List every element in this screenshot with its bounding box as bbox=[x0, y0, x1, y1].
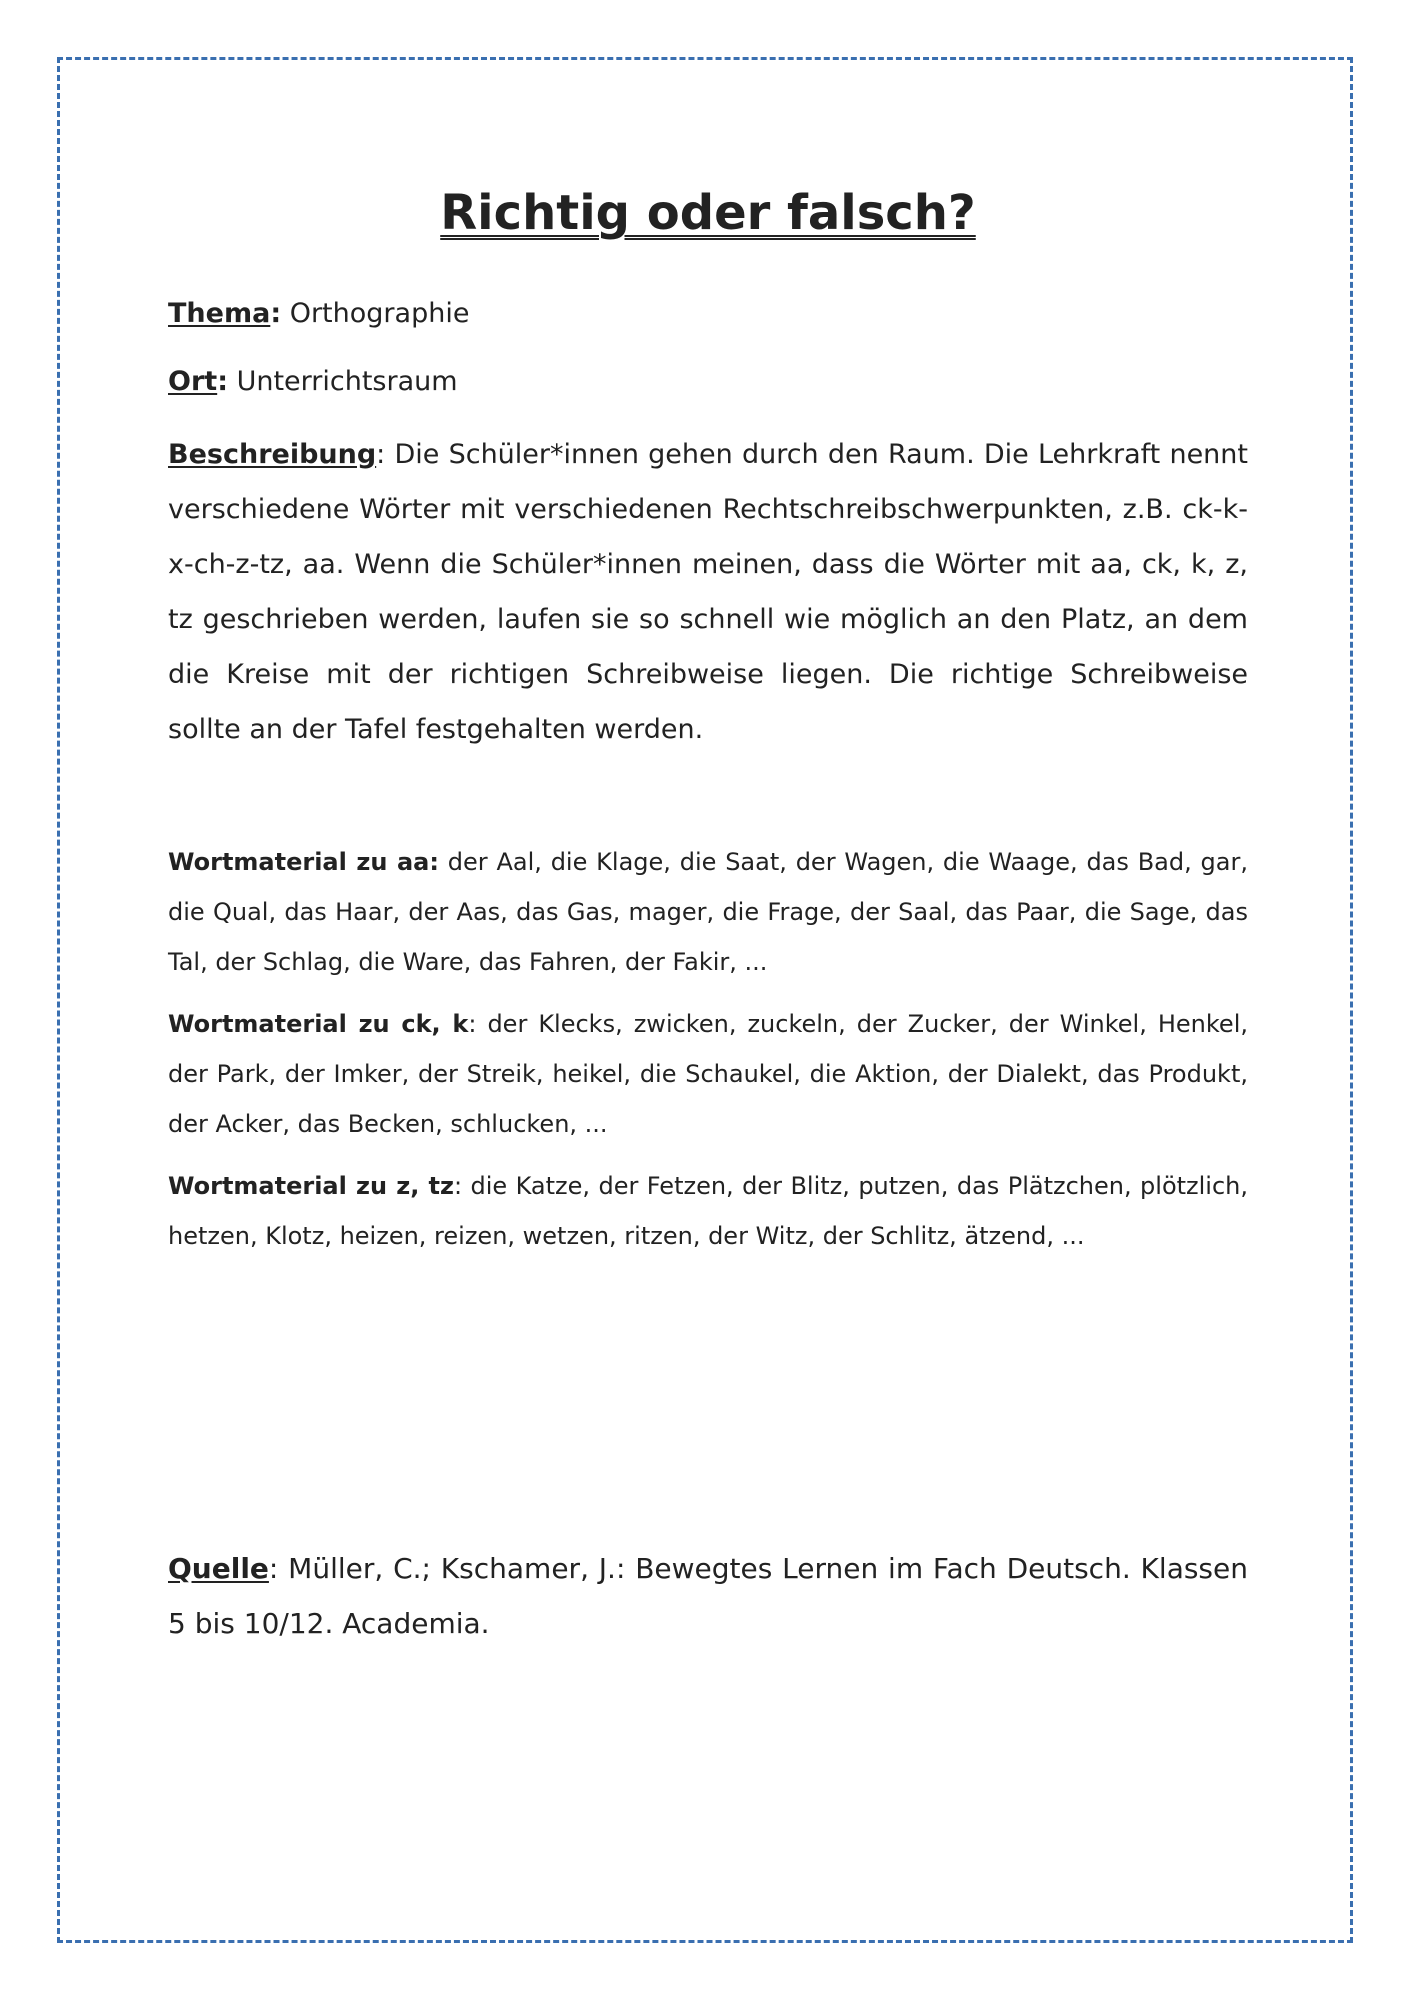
thema-colon: : bbox=[270, 297, 282, 329]
ort-label: Ort bbox=[168, 366, 218, 398]
page-title bbox=[168, 185, 1248, 243]
thema-value: Orthographie bbox=[281, 297, 470, 329]
quelle-text: : Müller, C.; Kschamer, J.: Bewegtes Lernen im Fach Deutsch. Klassen 5 bis 10/12. Academia. bbox=[168, 1551, 1248, 1640]
wortmaterial-z-tz bbox=[168, 1161, 1248, 1261]
quelle-label: Quelle bbox=[168, 1551, 269, 1585]
page-title-text: Richtig oder falsch? bbox=[440, 185, 976, 241]
worksheet-content bbox=[168, 185, 1248, 1679]
wortmaterial-z-tz-text: : die Katze, der Fetzen, der Blitz, putzen, das Plätzchen, plötzlich, hetzen, Klotz, heizen, reizen, wetzen, ritzen, der Witz, der Schlitz, ätzend, ... bbox=[168, 1171, 1249, 1250]
wortmaterial-ck-k bbox=[168, 999, 1248, 1149]
ort-line bbox=[168, 362, 1248, 403]
beschreibung-paragraph bbox=[168, 427, 1248, 757]
beschreibung-label: Beschreibung bbox=[168, 438, 377, 470]
wortmaterial-ck-k-label: Wortmaterial zu ck, k bbox=[168, 1009, 469, 1038]
wortmaterial-aa-text: der Aal, die Klage, die Saat, der Wagen, die Waage, das Bad, gar, die Qual, das Haar, der Aas, das Gas, mager, die Frage, der Saal, das Paar, die Sage, das Tal, der Schlag, die Ware, das Fahren, der Fakir, ... bbox=[168, 847, 1248, 976]
wortmaterial-z-tz-label: Wortmaterial zu z, tz bbox=[168, 1171, 454, 1200]
wortmaterial-aa bbox=[168, 837, 1248, 987]
wortmaterial-aa-label: Wortmaterial zu aa: bbox=[168, 847, 439, 876]
ort-colon: : bbox=[217, 366, 228, 398]
ort-value: Unterrichtsraum bbox=[228, 366, 458, 398]
quelle-paragraph bbox=[168, 1541, 1248, 1651]
thema-label: Thema bbox=[168, 297, 271, 329]
thema-line bbox=[168, 294, 1248, 335]
wortmaterial-ck-k-text: : der Klecks, zwicken, zuckeln, der Zucker, der Winkel, Henkel, der Park, der Imker, der Streik, heikel, die Schaukel, die Aktion, der Dialekt, das Produkt, der Acker, das Becken, schlucken, ... bbox=[168, 1009, 1248, 1138]
beschreibung-text: : Die Schüler*innen gehen durch den Raum. Die Lehrkraft nennt verschiedene Wörter mit verschiedenen Rechtschreibschwerpunkten, z.B. ck-k-x-ch-z-tz, aa. Wenn die Schüler*innen meinen, dass die Wörter mit aa, ck, k, z, tz geschrieben werden, laufen sie so schnell wie möglich an den Platz, an dem die Kreise mit der richtigen Schreibweise liegen. Die richtige Schreibweise sollte an der Tafel festgehalten werden. bbox=[168, 438, 1248, 745]
